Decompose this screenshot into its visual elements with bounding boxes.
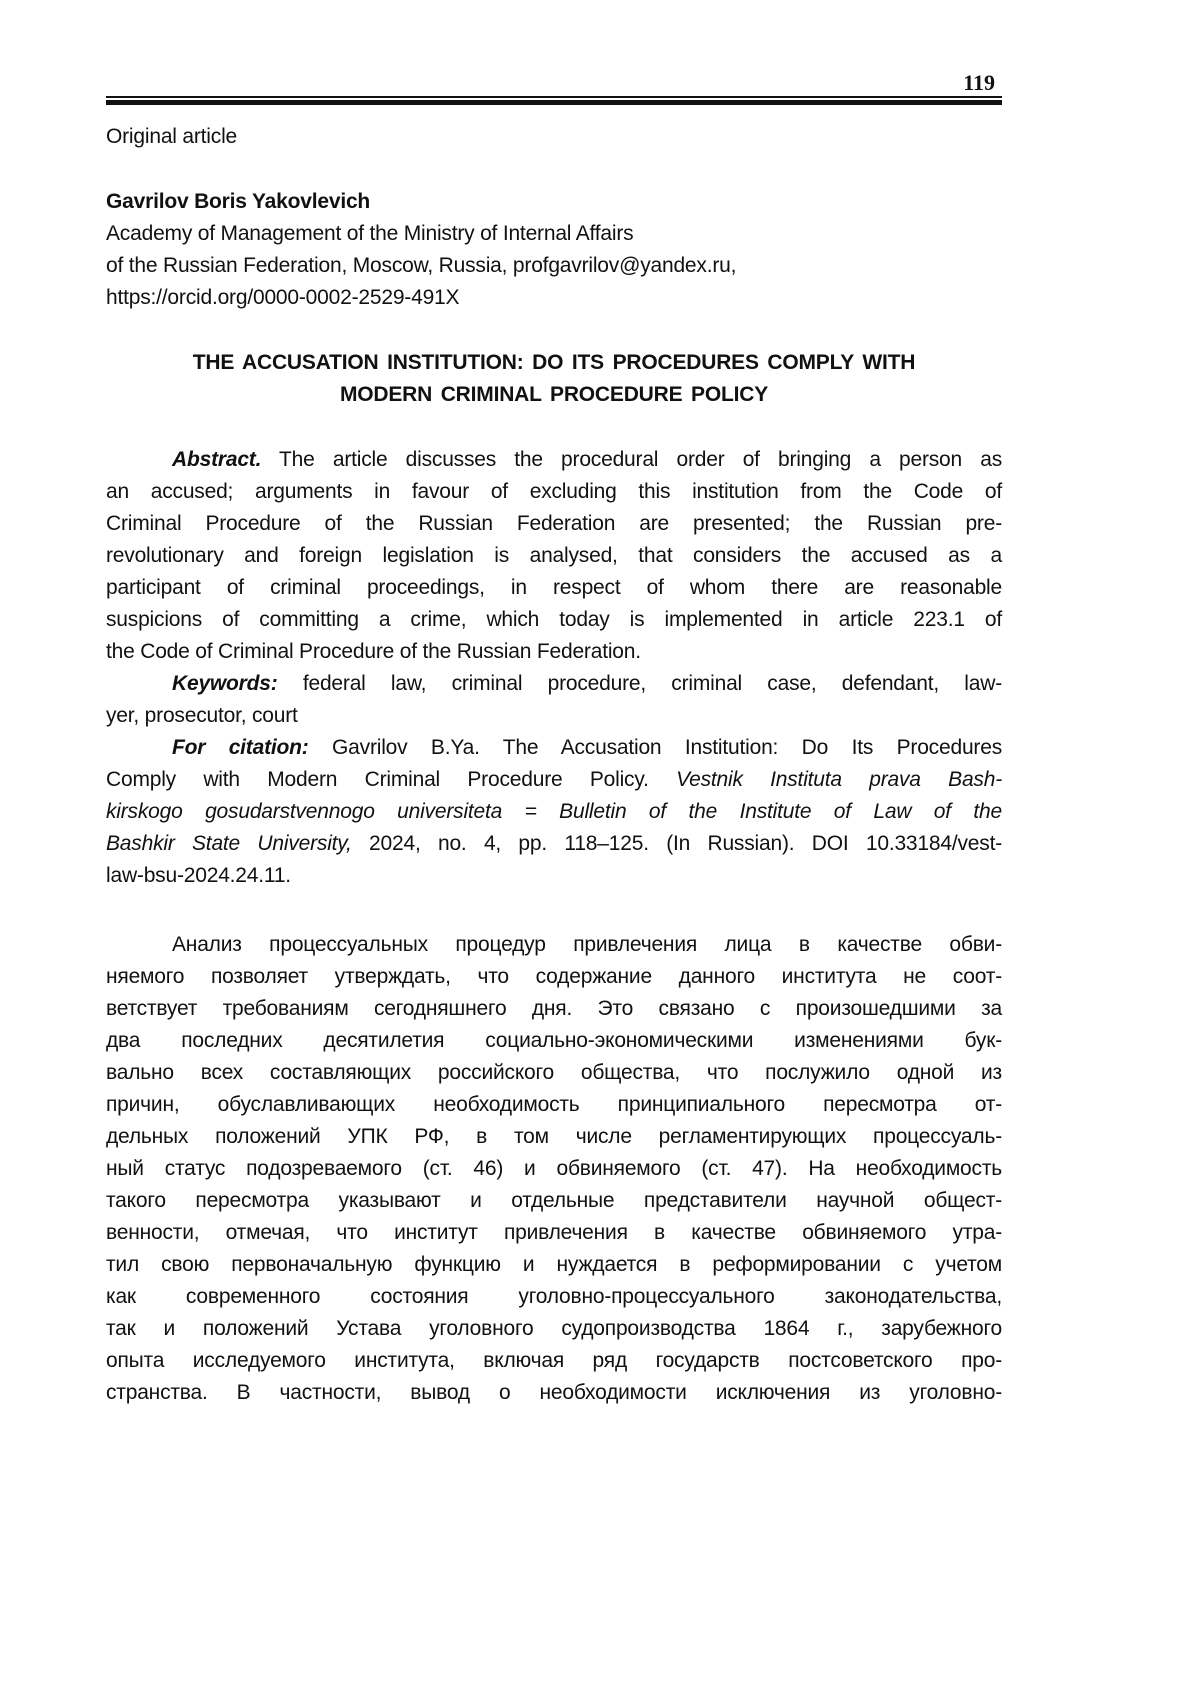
line-text: Gavrilov B.Ya. The Accusation Institution: Do Its Procedures: [308, 736, 1002, 759]
abstract-line: [106, 828, 1002, 860]
abstract-line: [106, 604, 1002, 636]
article-type-block: [106, 121, 1002, 153]
article-title: [106, 347, 1002, 411]
line-text: Vestnik Instituta prava Bash-: [676, 768, 1002, 791]
author-block: [106, 186, 1002, 314]
abstract-line: [106, 668, 1002, 700]
line-text: Criminal Procedure of the Russian Federation are presented; the Russian pre-: [106, 512, 1002, 535]
section-label: Keywords:: [172, 672, 278, 695]
body-line: такого пересмотра указывают и отдельные представители научной общест-: [106, 1189, 1002, 1212]
line-text: participant of criminal proceedings, in respect of whom there are reasonable: [106, 576, 1002, 599]
line-text: law-bsu-2024.24.11.: [106, 864, 291, 887]
affiliation-line: Academy of Management of the Ministry of Internal Affairs: [106, 222, 634, 245]
line-text: the Code of Criminal Procedure of the Russian Federation.: [106, 640, 641, 663]
line-text: Bashkir State University,: [106, 832, 352, 855]
abstract-line: [106, 732, 1002, 764]
body-line: вально всех составляющих российского общества, что послужило одной из: [106, 1061, 1002, 1084]
line-text: an accused; arguments in favour of excluding this institution from the Code of: [106, 480, 1002, 503]
line-text: kirskogo gosudarstvennogo universiteta = Bulletin of the Institute of Law of the: [106, 800, 1002, 823]
abstract-line: [106, 764, 1002, 796]
abstract-line: [106, 508, 1002, 540]
body-line: странства. В частности, вывод о необходимости исключения из уголовно-: [106, 1381, 1002, 1404]
line-text: federal law, criminal procedure, criminal case, defendant, law-: [277, 672, 1002, 695]
abstract-line: [106, 700, 1002, 732]
author-name: Gavrilov Boris Yakovlevich: [106, 190, 371, 213]
body-text: [106, 929, 1002, 1409]
line-text: suspicions of committing a crime, which today is implemented in article 223.1 of: [106, 608, 1002, 631]
title-line: THE ACCUSATION INSTITUTION: DO ITS PROCEDURES COMPLY WITH: [192, 351, 916, 374]
abstract-line: [106, 796, 1002, 828]
header-rule: [106, 96, 1002, 98]
body-line: как современного состояния уголовно-процессуального законодательства,: [106, 1285, 1002, 1308]
line-text: revolutionary and foreign legislation is analysed, that considers the accused as a: [106, 544, 1002, 567]
body-line: венности, отмечая, что институт привлечения в качестве обвиняемого утра-: [106, 1221, 1002, 1244]
abstract-section: [106, 444, 1002, 892]
line-text: Comply with Modern Criminal Procedure Policy.: [106, 768, 677, 791]
body-line: так и положений Устава уголовного судопроизводства 1864 г., зарубежного: [106, 1317, 1002, 1340]
header-rule-thick: [106, 100, 1002, 105]
body-line: Анализ процессуальных процедур привлечения лица в качестве обви-: [172, 933, 1002, 956]
body-line: ный статус подозреваемого (ст. 46) и обвиняемого (ст. 47). На необходимость: [106, 1157, 1002, 1180]
body-line: дельных положений УПК РФ, в том числе регламентирующих процессуаль-: [106, 1125, 1002, 1148]
body-line: няемого позволяет утверждать, что содержание данного института не соот-: [106, 965, 1002, 988]
line-text: yer, prosecutor, court: [106, 704, 298, 727]
abstract-line: [106, 444, 1002, 476]
body-line: тил свою первоначальную функцию и нуждается в реформировании с учетом: [106, 1253, 1002, 1276]
body-line: опыта исследуемого института, включая ряд государств постсоветского про-: [106, 1349, 1002, 1372]
section-label: For citation:: [172, 736, 309, 759]
abstract-line: [106, 540, 1002, 572]
orcid-link[interactable]: https://orcid.org/0000-0002-2529-491X: [106, 286, 460, 309]
article-type: Original article: [106, 125, 238, 148]
line-text: The article discusses the procedural order of bringing a person as: [261, 448, 1002, 471]
abstract-line: [106, 860, 1002, 892]
affiliation-line: of the Russian Federation, Moscow, Russia, profgavrilov@yandex.ru,: [106, 254, 737, 277]
body-line: причин, обуславливающих необходимость принципиального пересмотра от-: [106, 1093, 1002, 1116]
body-line: ветствует требованиям сегодняшнего дня. Это связано с произошедшими за: [106, 997, 1002, 1020]
line-text: 2024, no. 4, pp. 118–125. (In Russian). DOI 10.33184/vest-: [351, 832, 1002, 855]
section-label: Abstract.: [172, 448, 262, 471]
abstract-line: [106, 636, 1002, 668]
abstract-line: [106, 572, 1002, 604]
title-line: MODERN CRIMINAL PROCEDURE POLICY: [339, 383, 769, 406]
body-line: два последних десятилетия социально-экономическими изменениями бук-: [106, 1029, 1002, 1052]
page-number: 119: [963, 70, 995, 95]
abstract-line: [106, 476, 1002, 508]
